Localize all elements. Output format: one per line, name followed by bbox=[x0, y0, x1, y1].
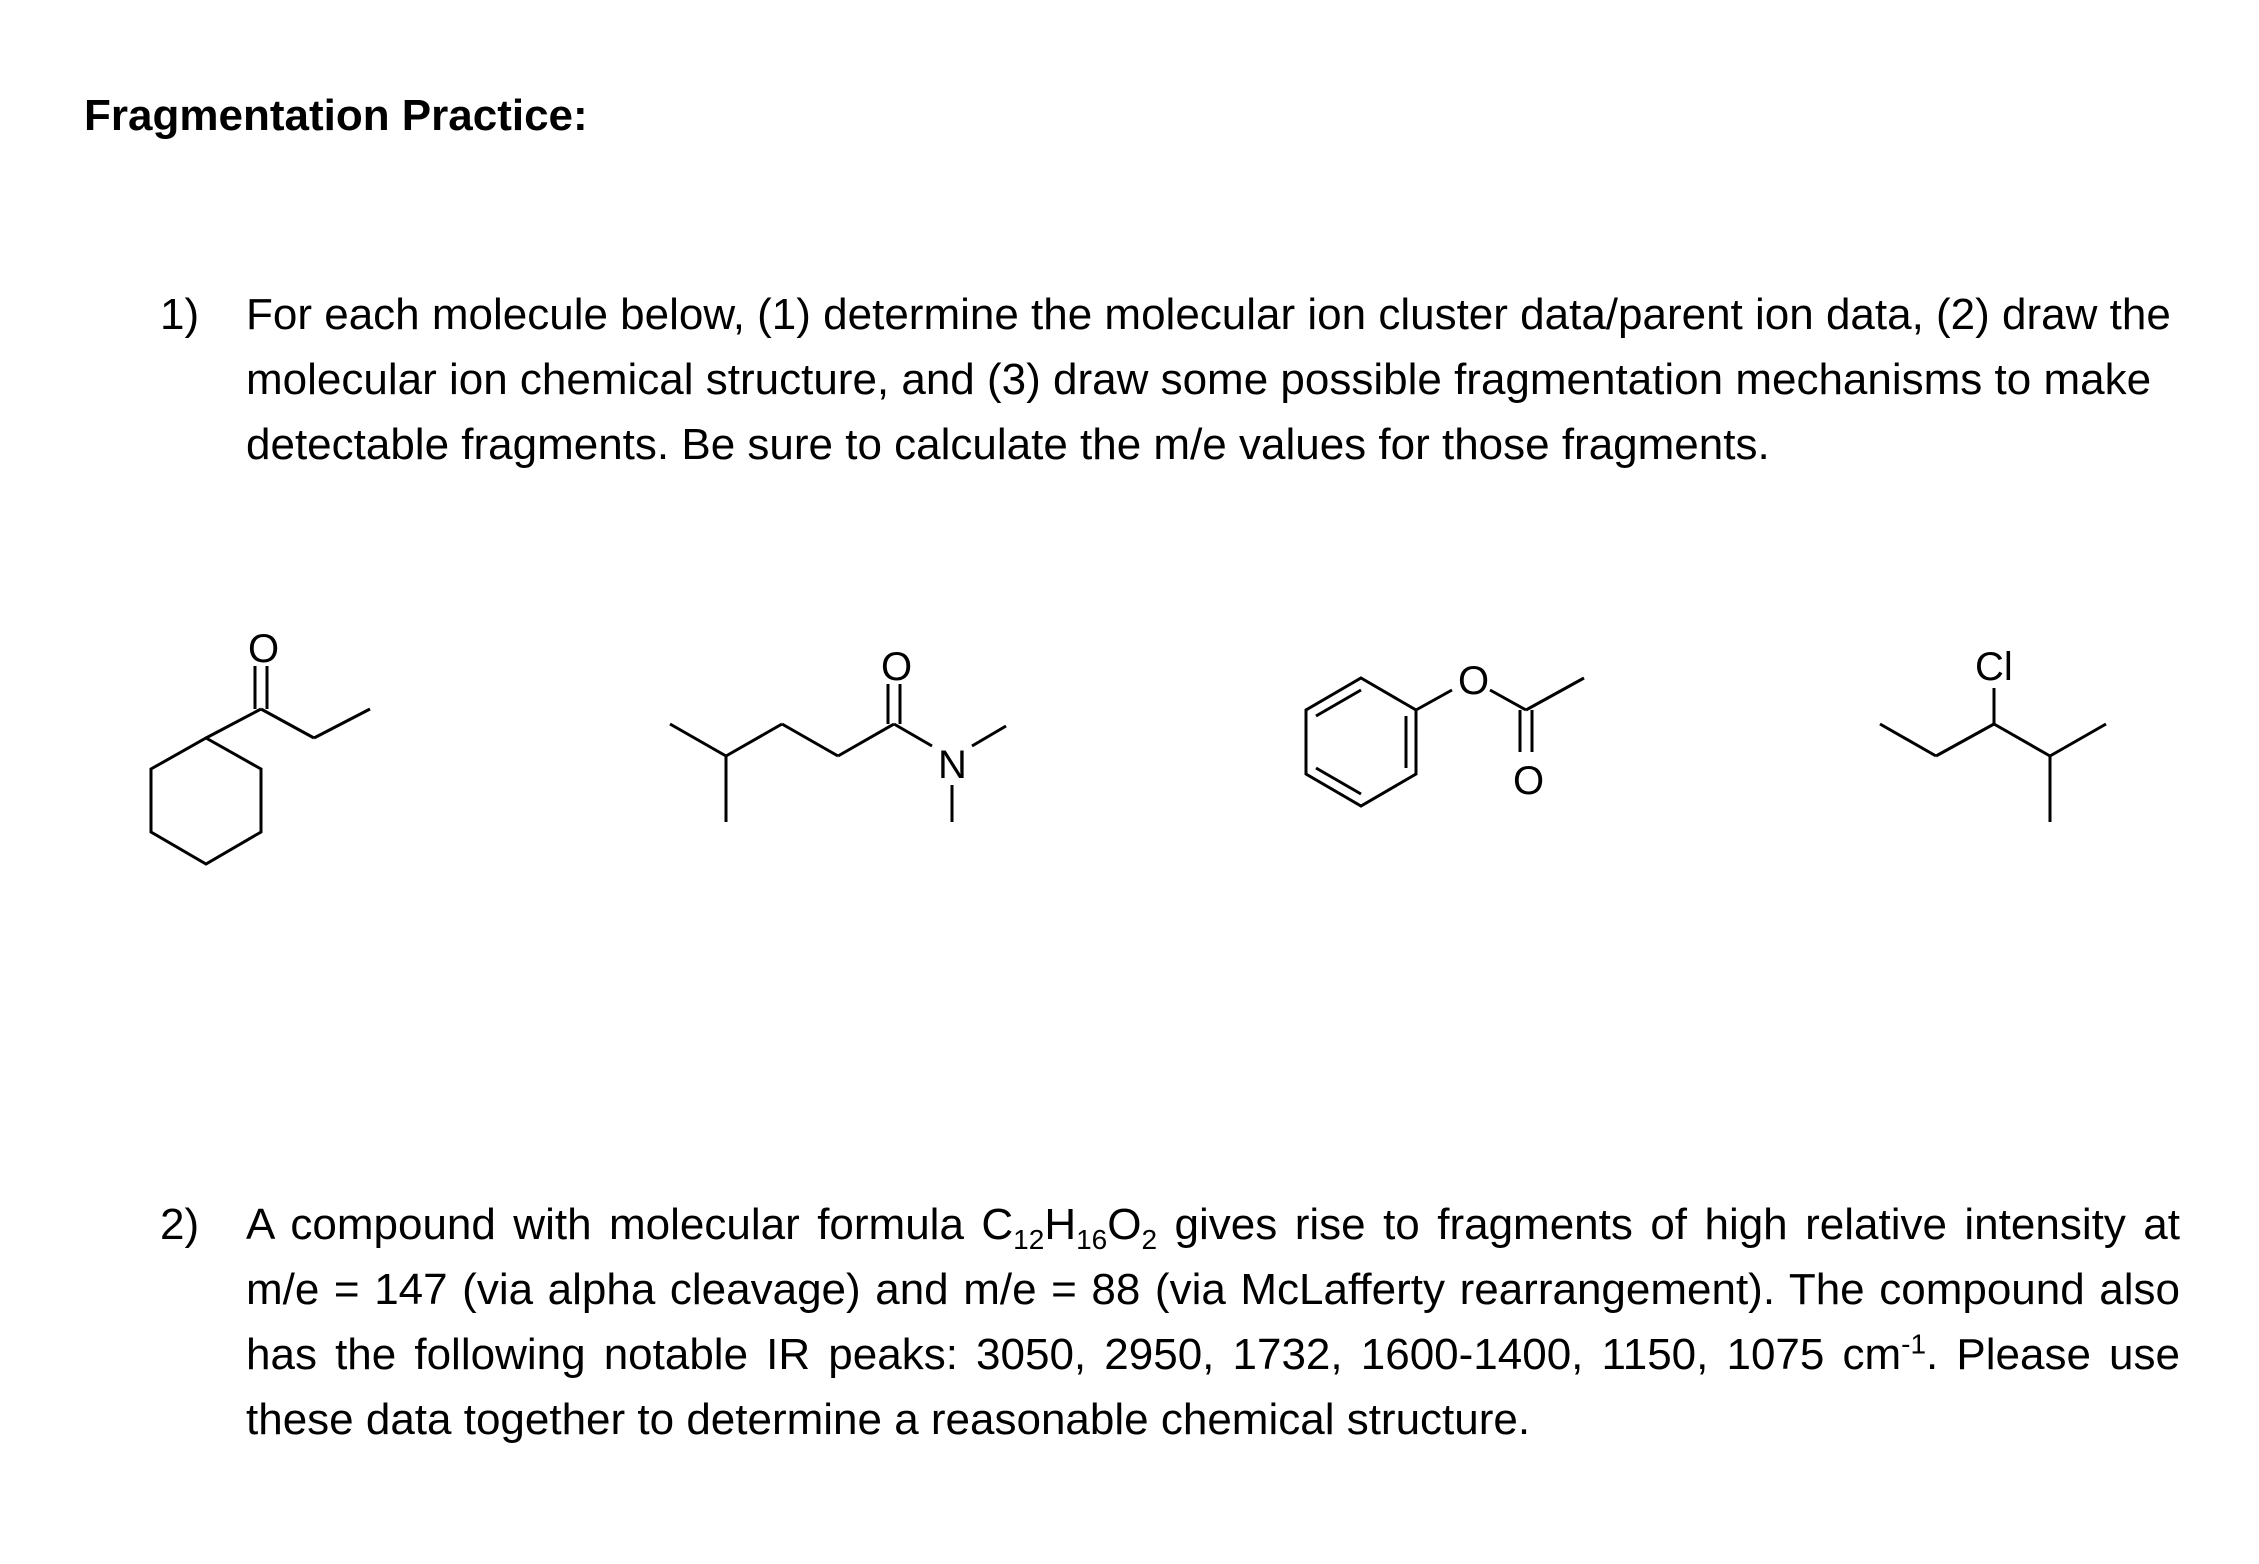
aromatic-bond bbox=[1316, 690, 1361, 716]
bond bbox=[782, 724, 838, 756]
atom-label: N bbox=[938, 743, 967, 787]
unit-exponent: -1 bbox=[1901, 1328, 1927, 1360]
molecule-2-amide bbox=[670, 645, 1006, 822]
bond bbox=[838, 724, 894, 756]
bond bbox=[894, 724, 932, 746]
bond bbox=[1416, 690, 1452, 710]
question-number: 2) bbox=[160, 1200, 200, 1249]
page-title: Fragmentation Practice: bbox=[84, 91, 588, 140]
question-2 bbox=[160, 1192, 2180, 1452]
molecule-1-cyclohexyl-ketone bbox=[151, 627, 370, 864]
molecule-4-chloroalkane bbox=[1880, 645, 2106, 822]
bond bbox=[1880, 724, 1936, 756]
aromatic-bond bbox=[1316, 768, 1361, 794]
molecule-3-phenyl-acetate bbox=[1306, 659, 1584, 806]
atom-label: O bbox=[248, 627, 280, 671]
atom-label: O bbox=[1458, 659, 1490, 703]
bond bbox=[1490, 690, 1526, 710]
bond bbox=[1936, 724, 1994, 756]
bond bbox=[670, 724, 726, 756]
benzene-ring bbox=[1306, 678, 1416, 806]
bond bbox=[206, 709, 261, 738]
bond bbox=[726, 724, 782, 756]
question-1 bbox=[160, 282, 2180, 477]
cyclohexane-ring bbox=[151, 738, 261, 864]
question-number: 1) bbox=[160, 290, 200, 339]
atom-label: O bbox=[881, 645, 913, 689]
question-text: A compound with molecular formula $C_{12}H_{16}O_2$ gives rise to fragments of high relative intensity at m/e = 147 (via alpha cleavage) and m/e = 88 (via McLafferty rearrangement). The compound also has the following notable IR peaks: 3050, 2950, 1732, 1600-1400, 1150, 1075 $cm^{-1}$. Please use these data together to determine a reasonable chemical structure. bbox=[246, 1200, 2180, 1444]
bond bbox=[2050, 724, 2106, 756]
bond bbox=[972, 726, 1006, 746]
atom-label: Cl bbox=[1975, 645, 2013, 689]
bond bbox=[261, 709, 314, 738]
bond bbox=[1526, 678, 1584, 710]
molecular-formula: $C_{12}H_{16}O_2$ bbox=[981, 1200, 1158, 1255]
bond bbox=[314, 709, 370, 738]
atom-label: O bbox=[1513, 759, 1545, 803]
bond bbox=[1994, 724, 2050, 756]
question-text: For each molecule below, (1) determine the molecular ion cluster data/parent ion data, (2) draw the molecular ion chemical structure, and (3) draw some possible fragmentation mechanisms to make detectable fragments. Be sure to calculate the m/e values for those fragments. bbox=[246, 290, 2171, 469]
